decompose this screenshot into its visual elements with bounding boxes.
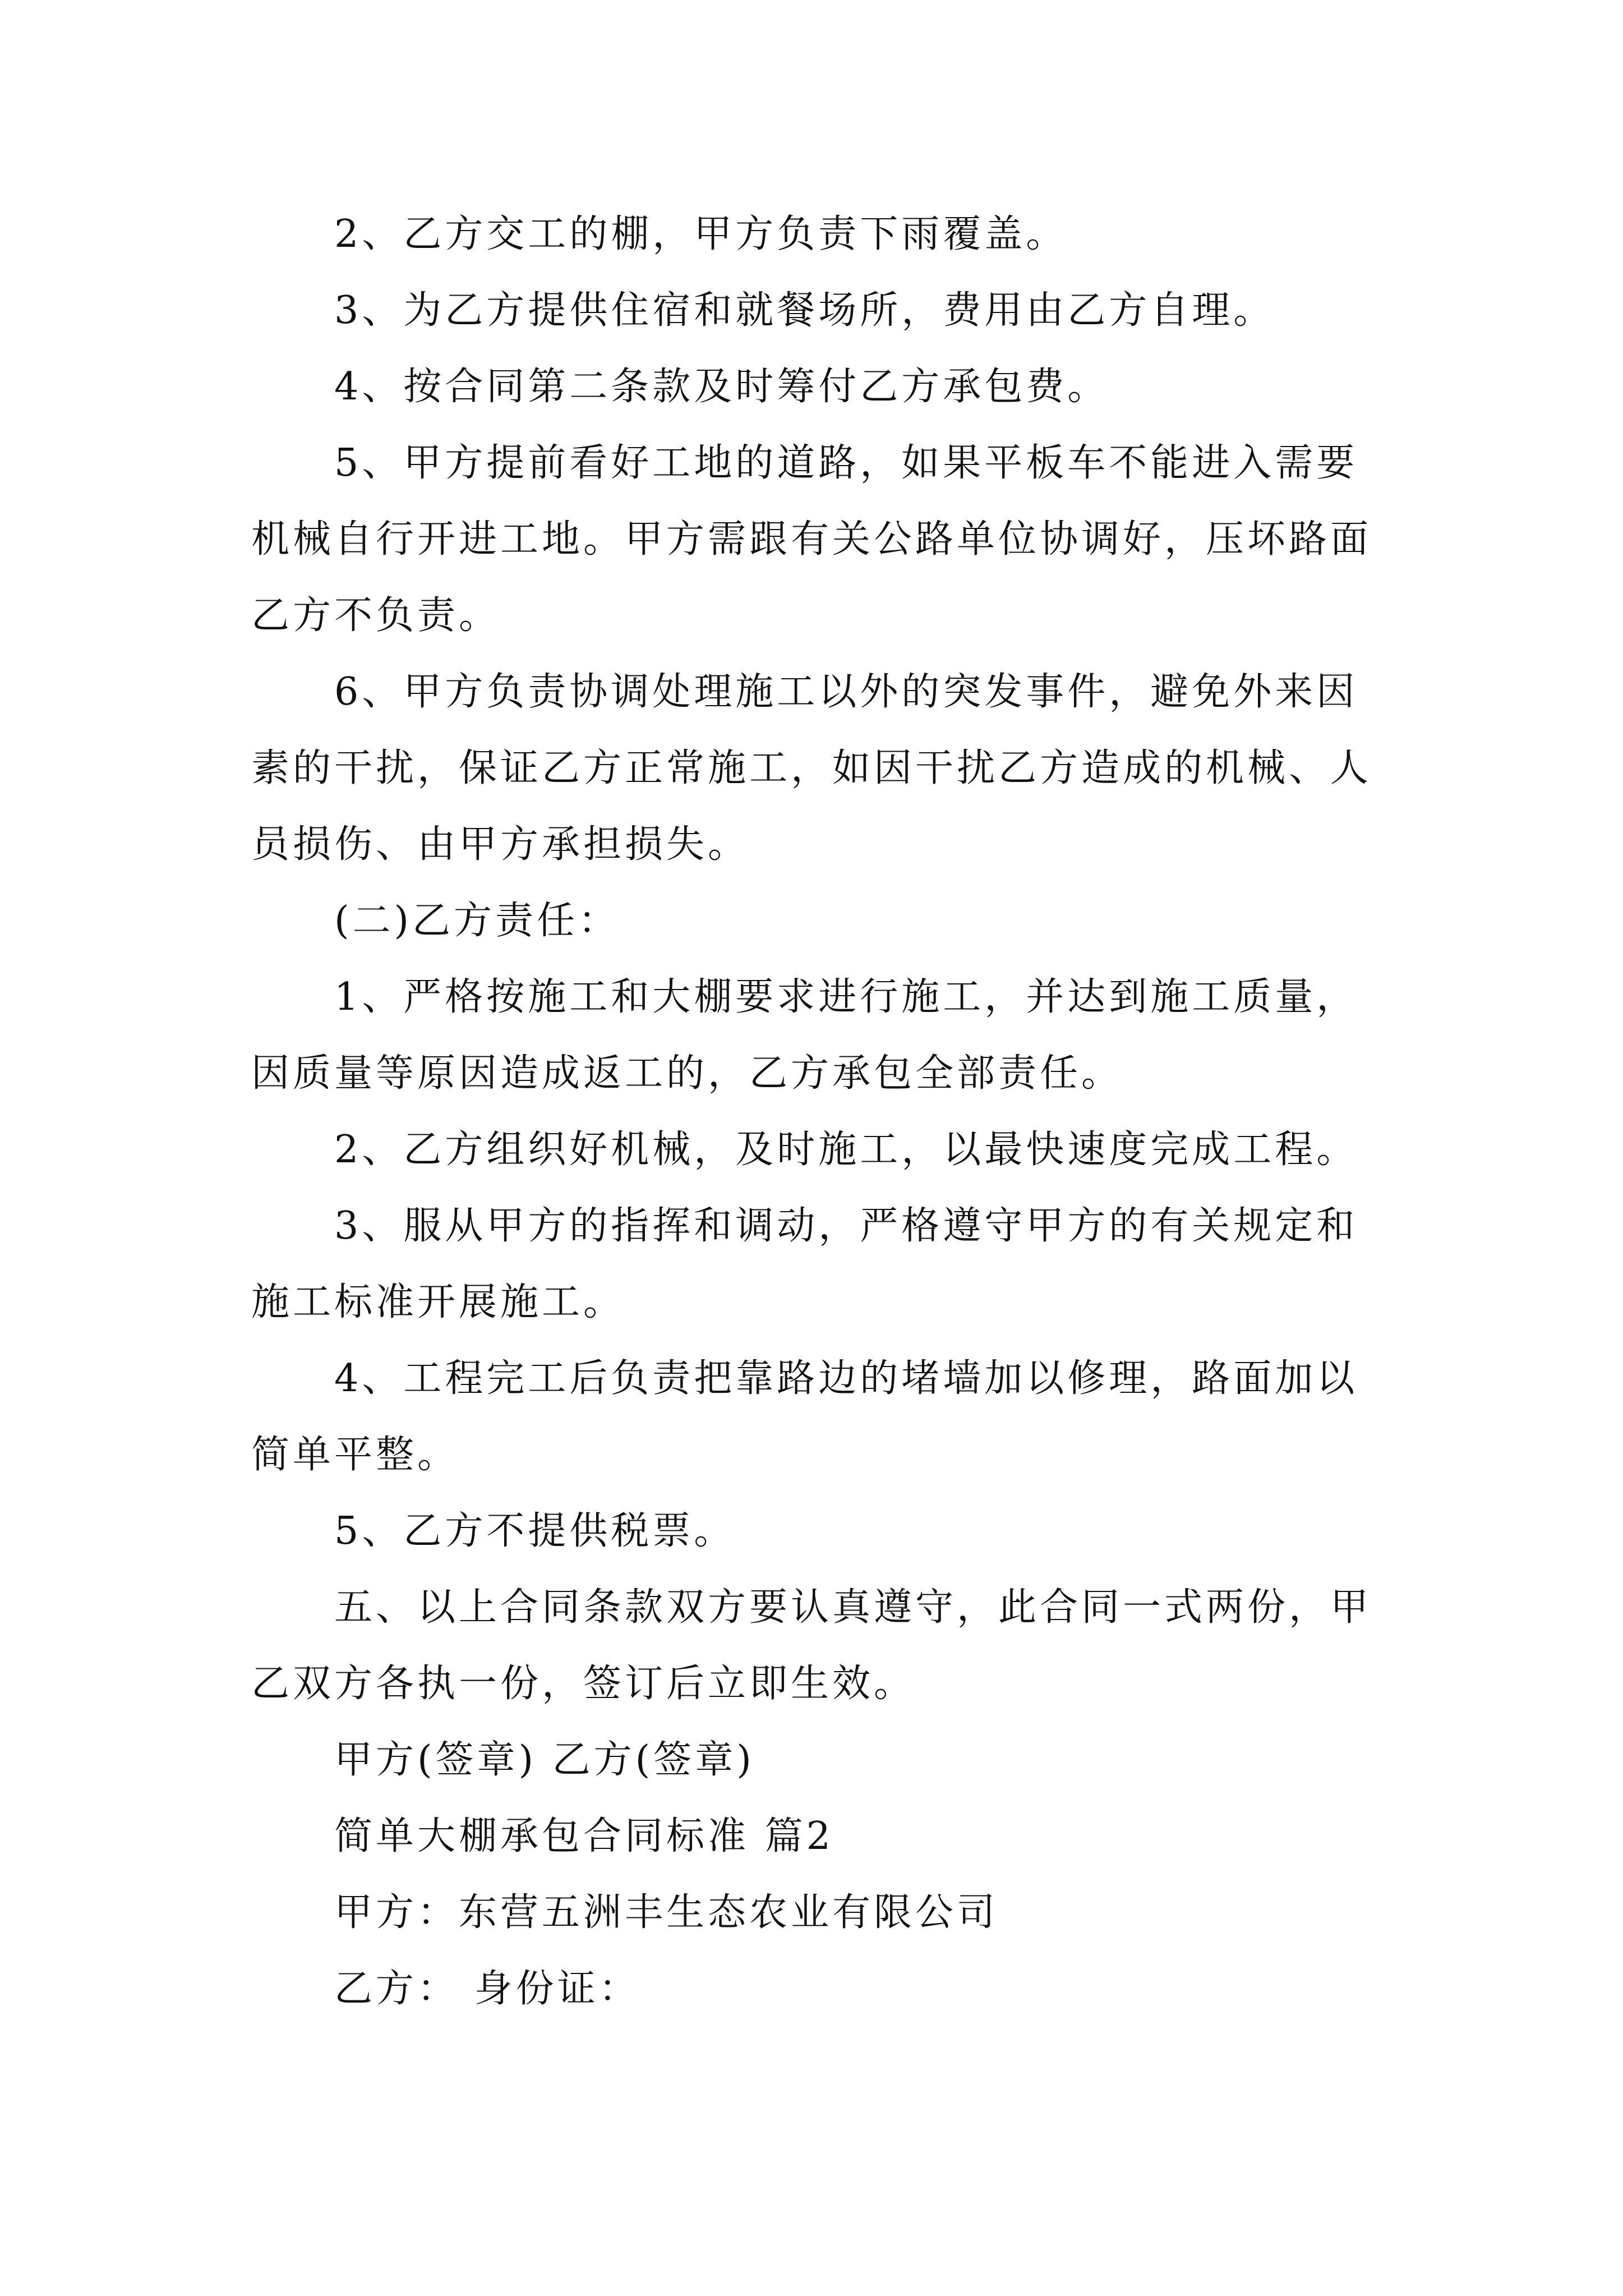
paragraph-duty-b-5: 5、乙方不提供税票。	[334, 1509, 736, 1553]
paragraph-clause-5: 五、以上合同条款双方要认真遵守，此合同一式两份，甲乙双方各执一份，签订后立即生效。	[251, 1585, 1372, 1706]
section-title-part-2: 简单大棚承包合同标准 篇2	[334, 1814, 834, 1858]
paragraph-duty-a-5: 5、甲方提前看好工地的道路，如果平板车不能进入需要机械自行开进工地。甲方需跟有关公路单位协调好，压坏路面乙方不负责。	[251, 441, 1372, 638]
paragraph-duty-b-2: 2、乙方组织好机械，及时施工，以最快速度完成工程。	[334, 1128, 1358, 1172]
document-body	[251, 196, 1390, 2027]
signature-line: 甲方(签章) 乙方(签章)	[334, 1738, 755, 1782]
paragraph-duty-a-2: 2、乙方交工的棚，甲方负责下雨覆盖。	[334, 212, 1068, 256]
paragraph-duty-b-1: 1、严格按施工和大棚要求进行施工，并达到施工质量，因质量等原因造成返工的，乙方承包全部责任。	[251, 975, 1358, 1096]
party-b-line: 乙方： 身份证：	[334, 1967, 640, 2011]
paragraph-duty-b-3: 3、服从甲方的指挥和调动，严格遵守甲方的有关规定和施工标准开展施工。	[251, 1204, 1358, 1324]
paragraph-duty-a-3: 3、为乙方提供住宿和就餐场所，费用由乙方自理。	[334, 288, 1275, 333]
paragraph-duty-a-6: 6、甲方负责协调处理施工以外的突发事件，避免外来因素的干扰，保证乙方正常施工，如因干扰乙方造成的机械、人员损伤、由甲方承担损失。	[251, 670, 1372, 867]
section-heading-party-b-duties: (二)乙方责任：	[334, 899, 620, 943]
paragraph-duty-b-4: 4、工程完工后负责把靠路边的堵墙加以修理，路面加以简单平整。	[251, 1356, 1358, 1477]
paragraph-duty-a-4: 4、按合同第二条款及时筹付乙方承包费。	[334, 365, 1109, 409]
party-a-line: 甲方：东营五洲丰生态农业有限公司	[334, 1890, 999, 1935]
